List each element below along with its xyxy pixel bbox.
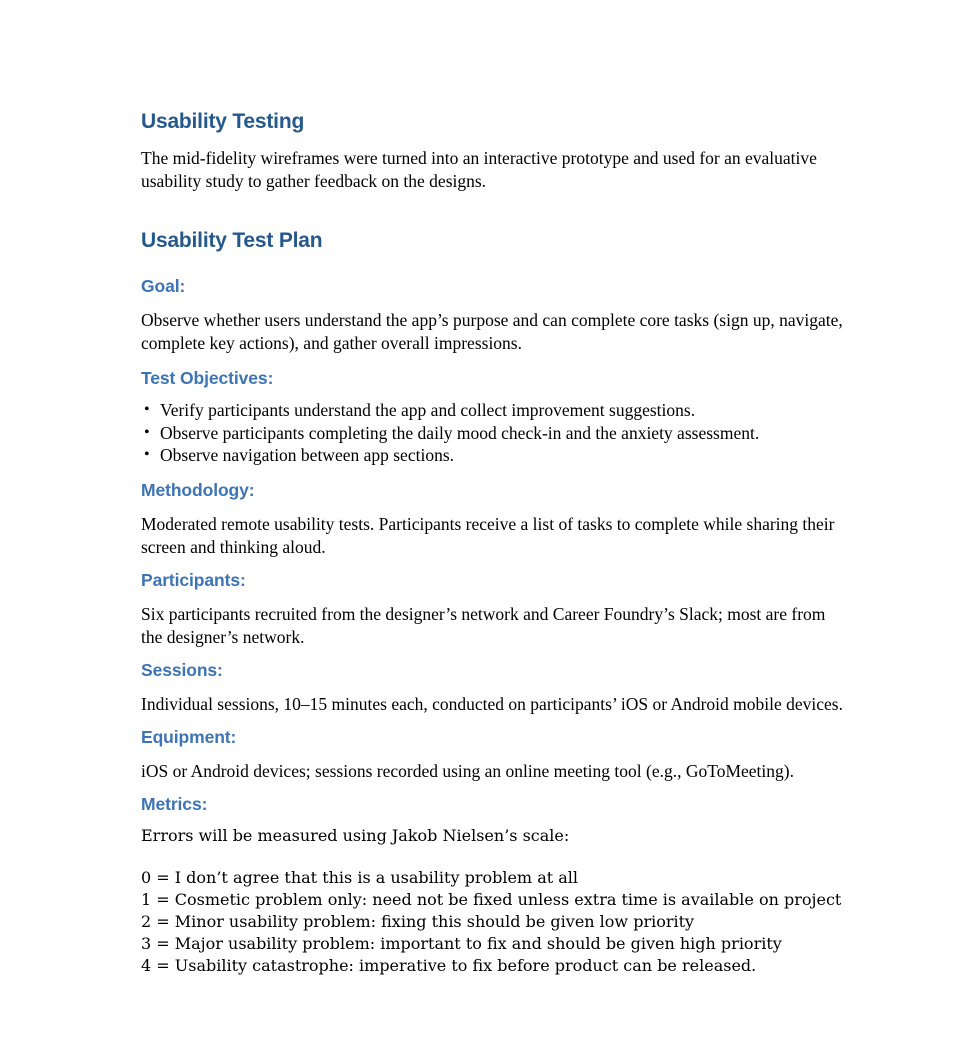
methodology-heading: Methodology:	[141, 479, 255, 500]
usability-testing-heading: Usability Testing	[141, 110, 305, 133]
list-item: 4 = Usability catastrophe: imperative to fix before product can be released.	[141, 955, 757, 975]
participants-heading: Participants:	[141, 569, 246, 590]
sessions-heading: Sessions:	[141, 659, 223, 680]
list-item: 0 = I don’t agree that this is a usability problem at all	[141, 867, 579, 887]
sessions-paragraph: Individual sessions, 10–15 minutes each, conducted on participants’ iOS or Android mobile devices.	[141, 693, 843, 714]
usability-testing-paragraph: The mid-fidelity wireframes were turned into an interactive prototype and used for an evaluative usability study to gather feedback on the designs.	[141, 148, 817, 191]
list-item: • Verify participants understand the app and collect improvement suggestions.	[141, 399, 845, 422]
list-item: 1 = Cosmetic problem only: need not be fixed unless extra time is available on project	[141, 889, 842, 909]
goal-paragraph: Observe whether users understand the app’s purpose and can complete core tasks (sign up, navigate, complete key actions), and gather overall impressions.	[141, 310, 843, 353]
list-item: 3 = Major usability problem: important to fix and should be given high priority	[141, 933, 782, 953]
test-objectives-list	[141, 399, 845, 467]
goal-heading: Goal:	[141, 276, 186, 296]
metrics-intro: Errors will be measured using Jakob Nielsen’s scale:	[141, 825, 570, 845]
list-item: • Observe participants completing the daily mood check-in and the anxiety assessment.	[141, 422, 845, 445]
participants-paragraph: Six participants recruited from the designer’s network and Career Foundry’s Slack; most are from the designer’s network.	[141, 603, 826, 647]
list-item: 2 = Minor usability problem: fixing this should be given low priority	[141, 911, 695, 931]
metrics-heading: Metrics:	[141, 793, 208, 814]
list-item: • Observe navigation between app sections.	[141, 444, 845, 467]
equipment-heading: Equipment:	[141, 726, 237, 747]
nielsen-scale-list	[141, 867, 845, 977]
usability-test-plan-heading: Usability Test Plan	[141, 229, 323, 252]
equipment-paragraph: iOS or Android devices; sessions recorded using an online meeting tool (e.g., GoToMeeting).	[141, 760, 794, 781]
methodology-paragraph: Moderated remote usability tests. Participants receive a list of tasks to complete while sharing their screen and thinking aloud.	[141, 513, 835, 557]
test-objectives-heading: Test Objectives:	[141, 368, 274, 388]
